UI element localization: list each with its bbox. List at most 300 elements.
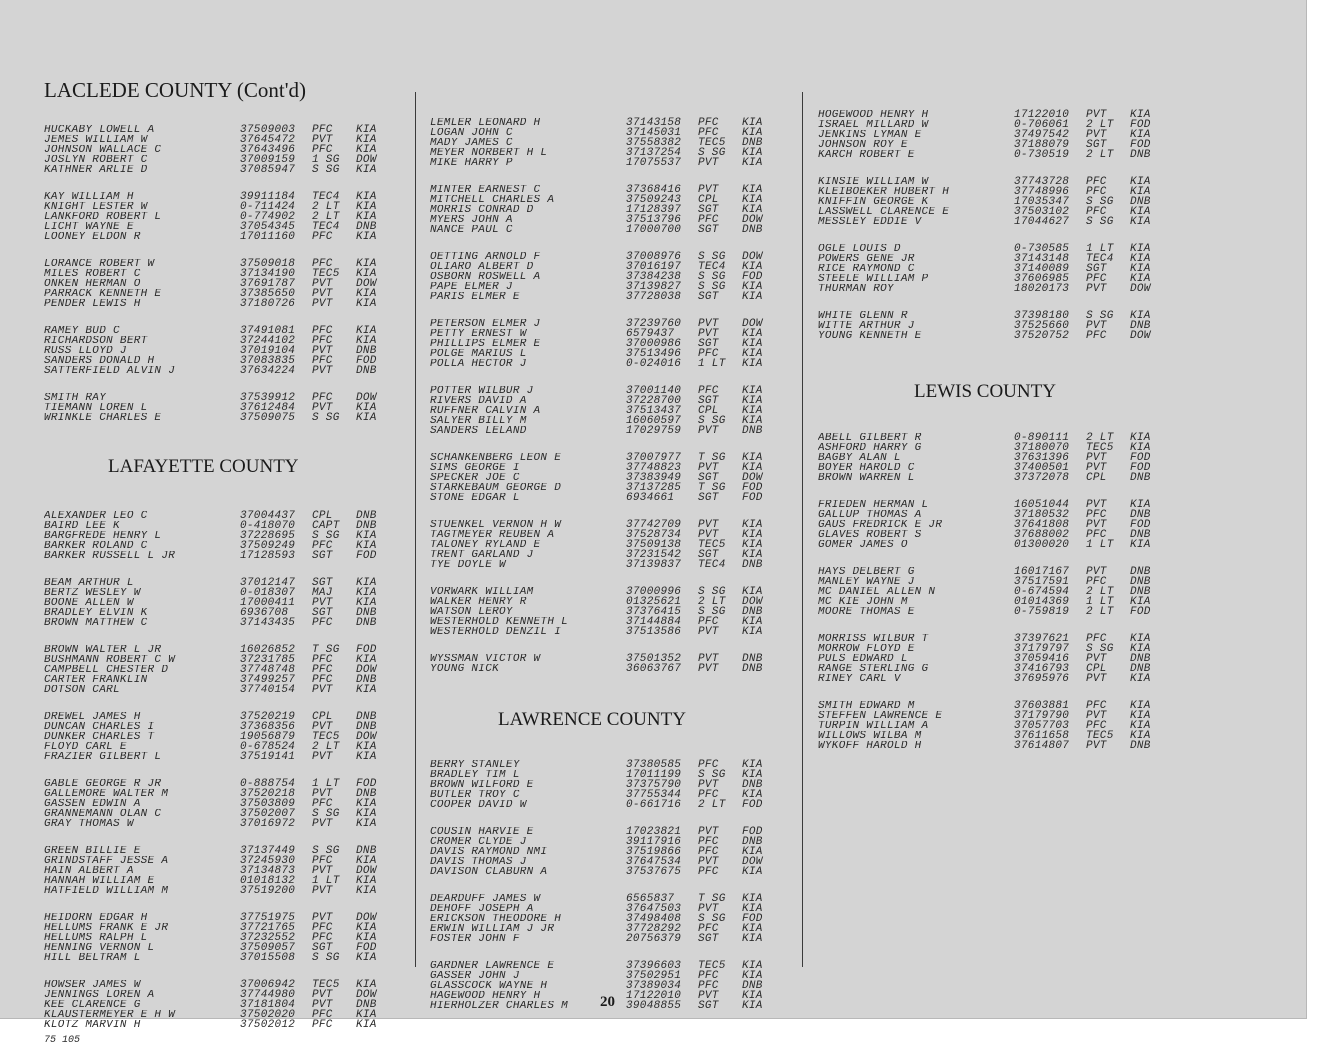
- status: FOD: [1130, 119, 1151, 131]
- entry-group: [44, 712, 409, 762]
- serial-number: 37145031: [626, 127, 682, 139]
- status: DOW: [742, 251, 763, 263]
- entry-name: KATHNER ARLIE D: [44, 165, 148, 175]
- rank: 2 LT: [1086, 606, 1114, 618]
- status: KIA: [356, 164, 377, 176]
- entry-group: [430, 760, 795, 810]
- rank: S SG: [1086, 196, 1114, 208]
- rank: PVT: [312, 684, 333, 696]
- roster-entry: [44, 145, 409, 155]
- roster-entry: [430, 128, 795, 138]
- entry-name: GRANNEMANN OLAN C: [44, 809, 162, 819]
- rank: PVT: [1086, 462, 1107, 474]
- entry-name: BEAM ARTHUR L: [44, 578, 134, 588]
- serial-number: 37179790: [1014, 710, 1070, 722]
- status: KIA: [356, 885, 377, 897]
- serial-number: 37647534: [626, 856, 682, 868]
- roster-entry: [818, 217, 1183, 227]
- rank: PFC: [1086, 330, 1107, 342]
- entry-group: [430, 319, 795, 369]
- roster-entry: [44, 866, 409, 876]
- rank: PVT: [698, 903, 719, 915]
- entry-group: [430, 118, 795, 168]
- entry-name: PHILLIPS ELMER E: [430, 339, 541, 349]
- entry-name: GLASSCOCK WAYNE H: [430, 981, 548, 991]
- rank: SGT: [312, 607, 333, 619]
- entry-name: SANDERS DONALD H: [44, 356, 155, 366]
- serial-number: 37634224: [240, 365, 296, 377]
- status: KIA: [742, 970, 763, 982]
- serial-number: 37497542: [1014, 129, 1070, 141]
- roster-entry: [430, 837, 795, 847]
- status: DNB: [1130, 740, 1151, 752]
- serial-number: 37603881: [1014, 700, 1070, 712]
- status: KIA: [742, 385, 763, 397]
- rank: PFC: [312, 124, 333, 136]
- serial-number: 37016197: [626, 261, 682, 273]
- status: KIA: [356, 124, 377, 136]
- entry-name: CROMER CLYDE J: [430, 837, 527, 847]
- status: DNB: [356, 607, 377, 619]
- serial-number: 37016972: [240, 818, 296, 830]
- serial-number: 37509138: [626, 539, 682, 551]
- status: KIA: [742, 395, 763, 407]
- roster-entry: [430, 158, 795, 168]
- rank: PFC: [312, 654, 333, 666]
- entry-name: HATFIELD WILLIAM M: [44, 886, 169, 896]
- entry-name: MC KIE JOHN M: [818, 597, 908, 607]
- serial-number: 37380585: [626, 759, 682, 771]
- entry-group: [44, 578, 409, 628]
- rank: CPL: [1086, 663, 1107, 675]
- serial-number: 37137254: [626, 147, 682, 159]
- status: DNB: [742, 137, 763, 149]
- rank: PFC: [312, 1019, 333, 1031]
- serial-number: 37398180: [1014, 310, 1070, 322]
- roster-entry: [44, 393, 409, 403]
- status: KIA: [742, 626, 763, 638]
- entry-name: MORRIS CONRAD D: [430, 205, 534, 215]
- entry-name: HANNAH WILLIAM E: [44, 876, 155, 886]
- rank: S SG: [698, 586, 726, 598]
- entry-name: WYKOFF HAROLD H: [818, 741, 922, 751]
- status: KIA: [356, 530, 377, 542]
- status: KIA: [1130, 253, 1151, 265]
- status: DNB: [1130, 653, 1151, 665]
- rank: PFC: [312, 325, 333, 337]
- roster-entry: [430, 827, 795, 837]
- status: KIA: [1130, 499, 1151, 511]
- entry-name: MADY JAMES C: [430, 138, 513, 148]
- serial-number: 37509249: [240, 540, 296, 552]
- status: KIA: [1130, 730, 1151, 742]
- rank: PFC: [698, 214, 719, 226]
- status: KIA: [1130, 710, 1151, 722]
- roster-entry: [44, 356, 409, 366]
- entry-name: MITCHELL CHARLES A: [430, 195, 555, 205]
- entry-name: KINSIE WILLIAM W: [818, 177, 929, 187]
- entry-name: PARIS ELMER E: [430, 292, 520, 302]
- rank: TEC5: [1086, 442, 1114, 454]
- rank: TEC4: [312, 191, 340, 203]
- entry-name: KLAUSTERMEYER E H W: [44, 1010, 176, 1020]
- status: KIA: [1130, 243, 1151, 255]
- rank: PFC: [698, 789, 719, 801]
- status: DNB: [742, 836, 763, 848]
- status: DNB: [742, 559, 763, 571]
- entry-group: [430, 827, 795, 877]
- roster-entry: [430, 463, 795, 473]
- entry-name: HOWSER JAMES W: [44, 980, 141, 990]
- serial-number: 37513496: [626, 348, 682, 360]
- rank: 2 LT: [312, 741, 340, 753]
- entry-name: FLOYD CARL E: [44, 742, 127, 752]
- rank: PVT: [698, 653, 719, 665]
- serial-number: 37179797: [1014, 643, 1070, 655]
- entry-name: KNIGHT LESTER W: [44, 202, 148, 212]
- entry-group: [430, 252, 795, 302]
- entry-name: HAYS DELBERT G: [818, 567, 915, 577]
- roster-entry: [44, 742, 409, 752]
- rank: TEC5: [698, 539, 726, 551]
- rank: PFC: [312, 144, 333, 156]
- status: DNB: [1130, 663, 1151, 675]
- status: KIA: [742, 769, 763, 781]
- rank: S SG: [698, 251, 726, 263]
- rank: PFC: [1086, 186, 1107, 198]
- entry-name: GASSEN EDWIN A: [44, 799, 141, 809]
- serial-number: 17122010: [626, 990, 682, 1002]
- entry-name: NANCE PAUL C: [430, 225, 513, 235]
- status: DOW: [742, 214, 763, 226]
- roster-entry: [818, 520, 1183, 530]
- roster-entry: [818, 577, 1183, 587]
- status: DNB: [356, 845, 377, 857]
- status: KIA: [742, 328, 763, 340]
- rank: S SG: [698, 769, 726, 781]
- rank: PFC: [698, 866, 719, 878]
- entry-group: [44, 846, 409, 896]
- roster-entry: [44, 608, 409, 618]
- roster-entry: [430, 359, 795, 369]
- status: FOD: [1130, 462, 1151, 474]
- roster-entry: [430, 780, 795, 790]
- status: KIA: [356, 325, 377, 337]
- serial-number: 37083835: [240, 355, 296, 367]
- entry-name: HELLUMS RALPH L: [44, 933, 148, 943]
- entry-group: [430, 587, 795, 637]
- roster-entry: [44, 413, 409, 423]
- roster-entry: [430, 195, 795, 205]
- rank: PVT: [1086, 566, 1107, 578]
- serial-number: 37519200: [240, 885, 296, 897]
- entry-name: WESTERHOLD DENZIL I: [430, 627, 562, 637]
- roster-entry: [818, 463, 1183, 473]
- entry-name: RUFFNER CALVIN A: [430, 406, 541, 416]
- serial-number: 37137449: [240, 845, 296, 857]
- roster-entry: [818, 644, 1183, 654]
- entry-name: GALLEMORE WALTER M: [44, 789, 169, 799]
- serial-number: 37748823: [626, 462, 682, 474]
- entry-name: THURMAN ROY: [818, 284, 894, 294]
- roster-entry: [44, 990, 409, 1000]
- status: KIA: [742, 147, 763, 159]
- serial-number: 37134873: [240, 865, 296, 877]
- serial-number: 37368416: [626, 184, 682, 196]
- rank: SGT: [312, 942, 333, 954]
- serial-number: 37501352: [626, 653, 682, 665]
- entry-name: PETTY ERNEST W: [430, 329, 527, 339]
- rank: S SG: [698, 281, 726, 293]
- serial-number: 37385650: [240, 288, 296, 300]
- serial-number: 37245930: [240, 855, 296, 867]
- entry-name: YOUNG KENNETH E: [818, 331, 922, 341]
- status: FOD: [742, 482, 763, 494]
- status: DNB: [356, 510, 377, 522]
- serial-number: 37503102: [1014, 206, 1070, 218]
- roster-entry: [44, 913, 409, 923]
- entry-name: KLEIBOEKER HUBERT H: [818, 187, 950, 197]
- entry-name: RIVERS DAVID A: [430, 396, 527, 406]
- serial-number: 37140089: [1014, 263, 1070, 275]
- status: FOD: [356, 644, 377, 656]
- rank: PVT: [1086, 109, 1107, 121]
- serial-number: 37513796: [626, 214, 682, 226]
- rank: PFC: [312, 855, 333, 867]
- roster-entry: [818, 540, 1183, 550]
- entry-group: [44, 125, 409, 175]
- rank: PFC: [312, 617, 333, 629]
- status: KIA: [742, 893, 763, 905]
- entry-name: ERWIN WILLIAM J JR: [430, 924, 555, 934]
- status: KIA: [742, 866, 763, 878]
- serial-number: 37502951: [626, 970, 682, 982]
- roster-entry: [44, 578, 409, 588]
- serial-number: 17000700: [626, 224, 682, 236]
- entry-name: STEELE WILLIAM P: [818, 274, 929, 284]
- status: KIA: [356, 1009, 377, 1021]
- roster-entry: [44, 541, 409, 551]
- roster-entry: [818, 197, 1183, 207]
- rank: PVT: [698, 856, 719, 868]
- status: KIA: [742, 348, 763, 360]
- status: DOW: [742, 856, 763, 868]
- rank: CPL: [312, 510, 333, 522]
- entry-name: BOONE ALLEN W: [44, 598, 134, 608]
- rank: CAPT: [312, 520, 340, 532]
- roster-entry: [44, 645, 409, 655]
- rank: TEC4: [698, 559, 726, 571]
- serial-number: 0-018307: [240, 587, 296, 599]
- entry-name: KNIFFIN GEORGE K: [818, 197, 929, 207]
- serial-number: 37244102: [240, 335, 296, 347]
- entry-name: HENNING VERNON L: [44, 943, 155, 953]
- lewis-list: [818, 433, 1183, 751]
- lewis-heading: LEWIS COUNTY: [914, 381, 1056, 402]
- entry-name: MESSLEY EDDIE V: [818, 217, 922, 227]
- roster-entry: [430, 215, 795, 225]
- roster-entry: [44, 799, 409, 809]
- rank: S SG: [698, 913, 726, 925]
- rank: 1 LT: [1086, 539, 1114, 551]
- rank: PVT: [312, 365, 333, 377]
- rank: PVT: [698, 328, 719, 340]
- serial-number: 39048855: [626, 1000, 682, 1012]
- serial-number: 6936708: [240, 607, 289, 619]
- roster-entry: [44, 933, 409, 943]
- status: KIA: [1130, 673, 1151, 685]
- entry-name: TALONEY RYLAND E: [430, 540, 541, 550]
- entry-name: SPECKER JOE C: [430, 473, 520, 483]
- status: KIA: [356, 298, 377, 310]
- rank: SGT: [698, 472, 719, 484]
- serial-number: 37641808: [1014, 519, 1070, 531]
- rank: S SG: [1086, 643, 1114, 655]
- status: KIA: [742, 462, 763, 474]
- rank: PFC: [312, 674, 333, 686]
- rank: PFC: [698, 970, 719, 982]
- serial-number: 37499257: [240, 674, 296, 686]
- serial-number: 0-678524: [240, 741, 296, 753]
- serial-number: 37691787: [240, 278, 296, 290]
- entry-name: COUSIN HARVIE E: [430, 827, 534, 837]
- entry-name: WALKER HENRY R: [430, 597, 527, 607]
- entry-group: [430, 453, 795, 503]
- roster-entry: [818, 274, 1183, 284]
- rank: PFC: [1086, 509, 1107, 521]
- entry-name: BROWN WILFORD E: [430, 780, 534, 790]
- roster-entry: [430, 138, 795, 148]
- roster-entry: [44, 212, 409, 222]
- serial-number: 01014369: [1014, 596, 1070, 608]
- status: KIA: [356, 412, 377, 424]
- rank: PFC: [312, 664, 333, 676]
- serial-number: 37389034: [626, 980, 682, 992]
- entry-name: SMITH RAY: [44, 393, 107, 403]
- serial-number: 37513437: [626, 405, 682, 417]
- status: KIA: [1130, 273, 1151, 285]
- serial-number: 37000996: [626, 586, 682, 598]
- roster-entry: [44, 269, 409, 279]
- serial-number: 37611658: [1014, 730, 1070, 742]
- serial-number: 37143158: [626, 117, 682, 129]
- status: KIA: [356, 855, 377, 867]
- entry-name: JENNINGS LOREN A: [44, 990, 155, 1000]
- entry-name: OGLE LOUIS D: [818, 244, 901, 254]
- roster-entry: [430, 760, 795, 770]
- serial-number: 37539912: [240, 392, 296, 404]
- status: KIA: [1130, 442, 1151, 454]
- serial-number: 37383949: [626, 472, 682, 484]
- roster-entry: [430, 981, 795, 991]
- roster-entry: [44, 511, 409, 521]
- entry-name: TRENT GARLAND J: [430, 550, 534, 560]
- status: DOW: [1130, 330, 1151, 342]
- entry-name: FRAZIER GILBERT L: [44, 752, 162, 762]
- rank: PVT: [312, 999, 333, 1011]
- roster-entry: [44, 232, 409, 242]
- entry-name: STARKEBAUM GEORGE D: [430, 483, 562, 493]
- roster-entry: [430, 654, 795, 664]
- status: DOW: [356, 912, 377, 924]
- entry-name: MANLEY WAYNE J: [818, 577, 915, 587]
- rank: PVT: [698, 318, 719, 330]
- entry-group: [818, 634, 1183, 684]
- rank: 2 LT: [312, 211, 340, 223]
- roster-entry: [430, 924, 795, 934]
- roster-entry: [430, 282, 795, 292]
- rank: SGT: [698, 492, 719, 504]
- serial-number: 36063767: [626, 663, 682, 675]
- rank: SGT: [698, 933, 719, 945]
- status: KIA: [1130, 263, 1151, 275]
- serial-number: 37007977: [626, 452, 682, 464]
- status: DNB: [742, 425, 763, 437]
- lafayette-list: [44, 511, 409, 1030]
- status: DNB: [1130, 576, 1151, 588]
- serial-number: 37688002: [1014, 529, 1070, 541]
- roster-entry: [44, 346, 409, 356]
- entry-name: RICE RAYMOND C: [818, 264, 915, 274]
- serial-number: 0-711424: [240, 201, 296, 213]
- entry-name: BAIRD LEE K: [44, 521, 120, 531]
- status: KIA: [742, 789, 763, 801]
- serial-number: 17011160: [240, 231, 296, 243]
- serial-number: 37009159: [240, 154, 296, 166]
- serial-number: 37012147: [240, 577, 296, 589]
- rank: PFC: [698, 348, 719, 360]
- roster-entry: [818, 140, 1183, 150]
- entry-name: PULS EDWARD L: [818, 654, 908, 664]
- roster-entry: [818, 587, 1183, 597]
- serial-number: 37502012: [240, 1019, 296, 1031]
- entry-name: ASHFORD HARRY G: [818, 443, 922, 453]
- rank: PVT: [312, 134, 333, 146]
- serial-number: 17128593: [240, 550, 296, 562]
- rank: PVT: [312, 288, 333, 300]
- rank: SGT: [698, 338, 719, 350]
- entry-name: TYE DOYLE W: [430, 560, 506, 570]
- rank: SGT: [1086, 263, 1107, 275]
- status: KIA: [356, 932, 377, 944]
- serial-number: 37368356: [240, 721, 296, 733]
- status: DNB: [742, 663, 763, 675]
- rank: PVT: [312, 402, 333, 414]
- status: KIA: [356, 144, 377, 156]
- roster-entry: [44, 259, 409, 269]
- rank: 2 LT: [698, 799, 726, 811]
- entry-group: [430, 654, 795, 674]
- entry-name: WHITE GLENN R: [818, 311, 908, 321]
- entry-name: ONKEN HERMAN O: [44, 279, 141, 289]
- entry-group: [44, 779, 409, 829]
- rank: PFC: [312, 932, 333, 944]
- roster-entry: [44, 712, 409, 722]
- entry-name: ISRAEL MILLARD W: [818, 120, 929, 130]
- serial-number: 37606985: [1014, 273, 1070, 285]
- serial-number: 17128397: [626, 204, 682, 216]
- status: FOD: [356, 550, 377, 562]
- serial-number: 37509003: [240, 124, 296, 136]
- entry-name: JOHNSON WALLACE C: [44, 145, 162, 155]
- rank: PVT: [1086, 283, 1107, 295]
- rank: PFC: [312, 231, 333, 243]
- serial-number: 39117916: [626, 836, 682, 848]
- rank: PVT: [698, 184, 719, 196]
- footer-note: 75 105: [44, 1035, 81, 1046]
- roster-entry: [430, 550, 795, 560]
- status: KIA: [742, 529, 763, 541]
